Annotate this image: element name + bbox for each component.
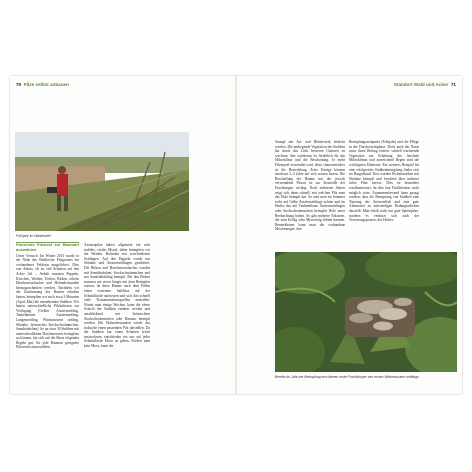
left-header	[16, 82, 69, 87]
forest-clearing-photo	[15, 132, 189, 231]
section-heading: Passende Pilzkost zur Baumart auswählen	[16, 243, 79, 252]
right-header	[394, 82, 456, 87]
mushrooms-photo	[275, 252, 457, 372]
right-running-title: Standort Wald und Acker	[393, 82, 449, 87]
right-page-number: 71	[450, 82, 456, 87]
left-column-1-text: Unser Versuch: Im Winter 2013 wurde in der Nähe des Waldrevier Pilzgartens ein vorhandener Feldrain ausgelichtet. Dies war Anlass, ob zu viel Schatten auf den Acker fiel – Anhalt mussten Pappeln, Kirschen, Weiden, Eichen, Birken, etliche Haselnusssträucher und Holunderstauden herausgeschnitten werden. Nachdem wir die Zustimmung des Bauern erhalten hatten, beimpften wir noch etwa 3 Monaten (April–Mai) die entstehenden Stubben. Wir hatten unterschiedliche Pilzkulturen zur Verfügung (Gelber Austernseitling, Taubenblauer Austernseitling, Lungenseitling, Winteraustern seitling, Shiitake, heimisches Stockschwämmchen, Samthäubchen). So an etwa 30 Stubben mit unterschiedlichen Durchmessern beimpften zu können, hat sich auf der Basis folgender Regeln gut, für jede Baumart geeignete Pilzsorten auszuwählen.	[16, 253, 79, 350]
right-column-2	[349, 140, 419, 262]
right-column-2-text: Beimpfungszeitpunkt (Frühjahr) und die Pflege in der Durchwachsphase. Doch auch der Natur muss ihren Beitrag leisten: schnell wachsende Vegetation zur Erhaltung des feuchten Mikroklimas und ausreichend Regen sind die wichtigsten Elemente. Ein weiteres Beispiel für eine erfolgreiche Stubbenbeimpfung findet sich im Burgenland. Dort wurden Eichenstubben mit Shiitake beimpft und brachten über mehrere Jahre Pilze hervor. Dies ist besonders erwähnenswert, da dies laut Fachliteratur nicht möglich wäre. Zusammenfassend kann gesagt werden, dass die Beimpfung von Stubben eine Nutzung der Artenvielfalt und eine gute Alternative zu aufwendigen Rodungsarbeiten darstellt. Man erhält nicht nur gute Speisepilze, sondern es verkürzt sich auch der Verrottungsprozess des Holzes.	[349, 140, 419, 223]
left-column-2	[84, 243, 150, 389]
book-spread	[10, 76, 462, 394]
left-column-2-text: Austernpilze haben allgemein ein sehr stabiles, vitales Myzel, daher beimpften wir die Weiden, Holunder mit verschiedenen Seitlingen. Auf den Pappeln wurde mit Shiitake und Austernseitlingen gearbeitet. Die Birken und Haselnusssträucher wurden mit Samthäubchen, Stockschwämmchen und mit Samtfußrübling beimpft. Bei den Birken mussten wir etwas länger mit dem Beimpfen warten, da diese Bäume nach dem Fällen einen extremen Saftfluss auf der Schnittfläche aufweisen und sich dort schnell viele Kontaminationsquellen ansiedeln. Wartet man einige Wochen, kann die obere Schicht der Stubben entfernt werden und anschließend mit heimischem Stockschwämmchen oder Hamato beimpft werden. Bei Holunderstauden würde das Judasohr einen passenden Pilz darstellen. Da die Stubben nur einen Schatten leicht austrocknen, entschieden wir uns auf jeder Schnittfläche Moos zu geben. Fördert man kein Moos, kann der	[84, 243, 150, 349]
right-column-1	[275, 140, 345, 262]
left-page-number: 70	[16, 82, 22, 87]
left-running-title: Pilze selbst anbauen	[23, 82, 69, 87]
right-photo-caption: Bereits im Jahr der Beimpfung erschienen erste Fruchtkörper des ersten Winteraustern seitlings	[275, 375, 419, 379]
left-photo-caption: Frühjahr im Waldrevier!	[16, 234, 52, 238]
right-page	[237, 76, 462, 394]
left-page	[10, 76, 235, 394]
right-column-1-text: Stumpf mit Ast- und Blätterwerk bedeckt werden. Die umliegende Vegetation der Stubben hat durch das Licht besseren Chancen zu wachsen, dies wiederum ist förderlich für das Mikroklima und die Beschattung. Je mehr Pilzmyzel verwendet wird, desto chancenreicher ist die Besiedelung. Erste Erträge können durchaus 2–3 Jahre auf sich warten lassen. Die Beschaffung der Bäume mit der jeweils verwendeten Pilzart ist zur Kontrolle der Fruchtungen wichtig. Nach mehreren Jahren zeigt sich dann schnell, mit welchen Pilz man das Holz beimpft hat. So sind man im Sommer recht auf Gelbe Austernseitlinge achten und im Herbst das mit Taubenblauer Austernseitlingen oder Stockschwämmchen beimpfte Holz unter Beobachtung halten. So gibt mehrere Faktoren, die zum Erfolg oder Misserfolg führen können. Bemerkbaren kann man die vorhandene Mischenergie, den	[275, 140, 345, 232]
left-column-1	[16, 243, 79, 389]
